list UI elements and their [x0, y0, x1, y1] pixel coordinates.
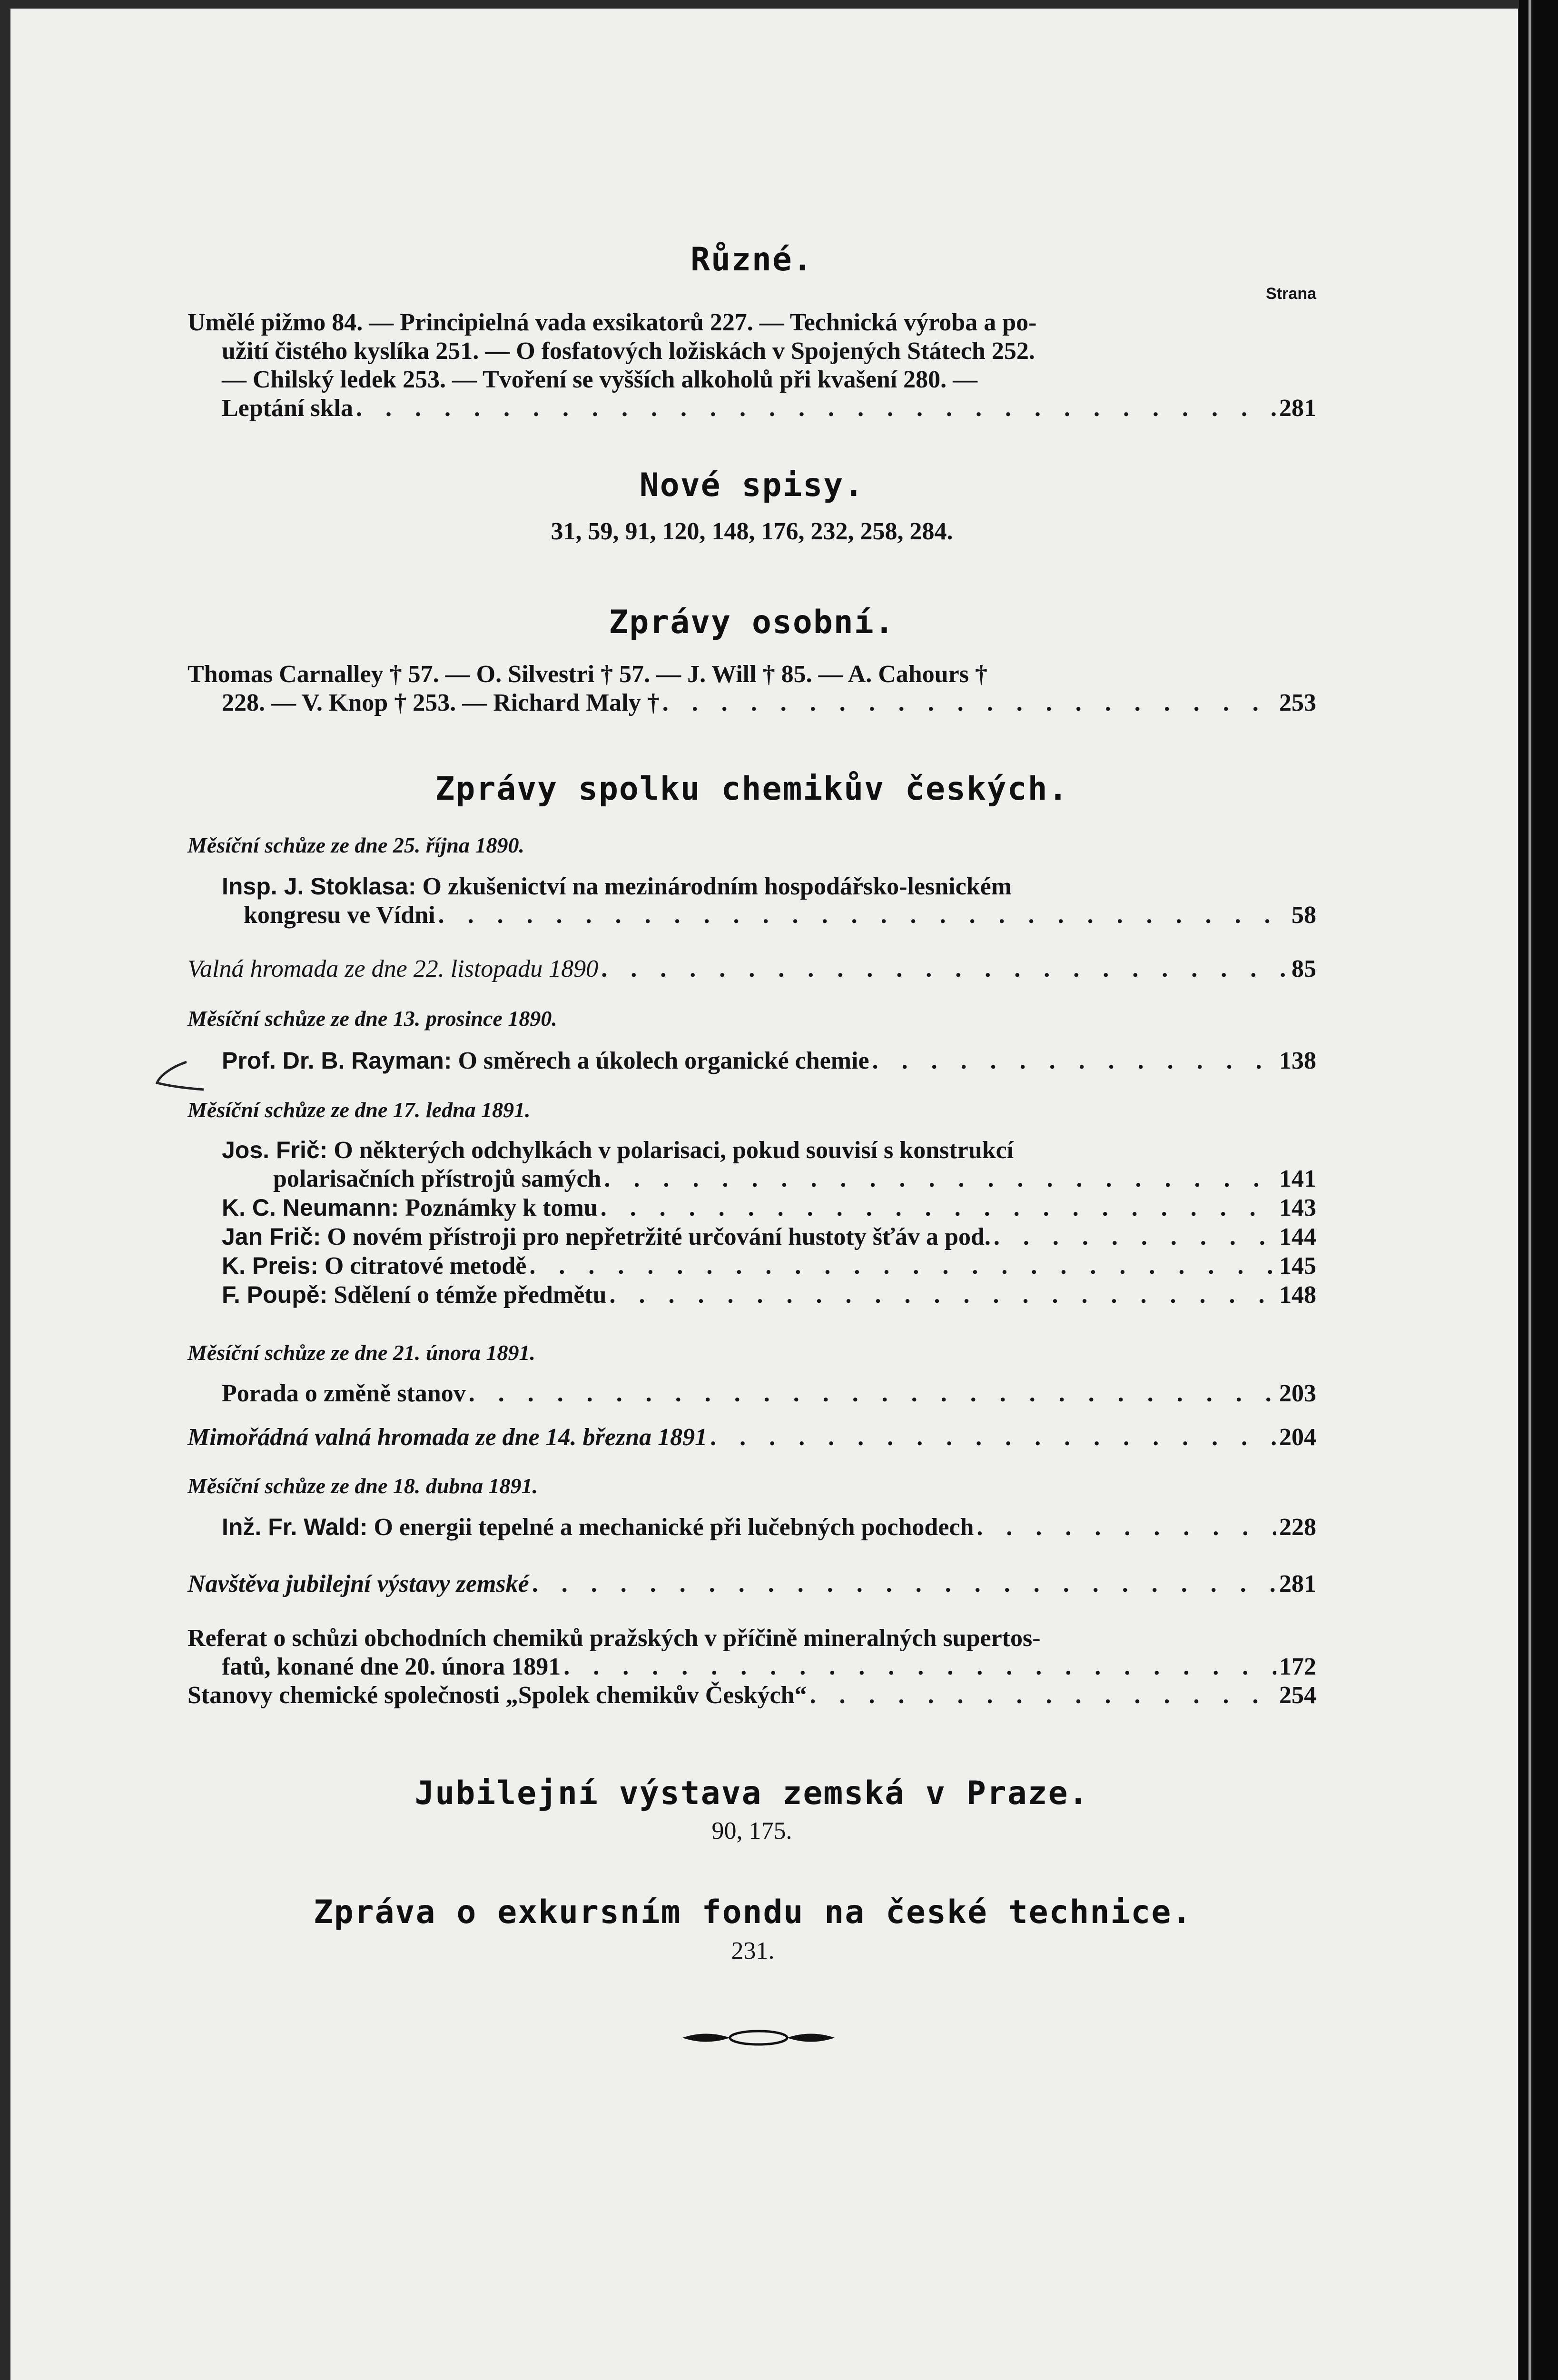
strana-label: Strana — [1266, 285, 1316, 303]
heading-jubilejni: Jubilejní výstava zemská v Praze. — [414, 1775, 1089, 1812]
entry-mimoradna: Mimořádná valná hromada ze dne 14. března 1891 . . . 204 — [187, 1423, 1316, 1452]
section-zpravy-osobni — [187, 604, 1316, 717]
heading-zpravy-spolku: Zprávy spolku chemikův českých. — [435, 770, 1069, 808]
entry-fric-jan: Jan Frič: O novém přístroji pro nepřetržité určování hustoty šťáv a pod. . . . 144 — [187, 1222, 1316, 1251]
entry-stoklasa-toc: kongresu ve Vídni . . . 58 — [187, 901, 1316, 930]
heading-zpravy-osobni: Zprávy osobní. — [609, 604, 895, 641]
ruzne-line-3: — Chilský ledek 253. — Tvoření se vyšších alkoholů při kvašení 280. — — [222, 366, 978, 393]
heading-ruzne: Různé. — [690, 241, 813, 278]
entry-fric-jos: Jos. Frič: O některých odchylkách v polarisaci, pokud souvisí s konstrukcí — [222, 1137, 1014, 1164]
meeting-title-1: Měsíční schůze ze dne 25. října 1890. — [187, 833, 524, 857]
handwritten-mark — [153, 1058, 206, 1096]
entry-poupe: F. Poupě: Sdělení o témže předmětu . . . 148 — [187, 1280, 1316, 1309]
entry-rayman: Prof. Dr. B. Rayman: O směrech a úkolech organické chemie . . . 138 — [187, 1046, 1316, 1075]
page-binding-line — [1528, 0, 1531, 2380]
jubilejni-pages: 90, 175. — [711, 1817, 792, 1844]
section-jubilejni — [187, 1775, 1316, 1845]
entry-valna-hromada: Valná hromada ze dne 22. listopadu 1890 . . . 85 — [187, 955, 1316, 983]
entry-referat-toc: fatů, konané dne 20. února 1891 . . . 172 — [187, 1653, 1316, 1681]
exkursni-pages: 231. — [731, 1937, 775, 1964]
entry-referat: Referat o schůzi obchodních chemiků pražských v příčině mineralných supertos- — [187, 1625, 1041, 1652]
ruzne-toc-entry: Leptání skla . . . 281 — [187, 394, 1316, 423]
document-page — [10, 9, 1518, 2380]
meeting-title-5: Měsíční schůze ze dne 18. dubna 1891. — [187, 1474, 538, 1498]
entry-porada: Porada o změně stanov . . . 203 — [187, 1379, 1316, 1408]
section-exkursni — [168, 1894, 1338, 1965]
meeting-title-3: Měsíční schůze ze dne 17. ledna 1891. — [187, 1098, 531, 1122]
entry-stanovy: Stanovy chemické společnosti „Spolek chemikův Českých“ . . . 254 — [187, 1681, 1316, 1710]
entry-fric-jos-toc: polarisačních přístrojů samých . . . 141 — [187, 1165, 1316, 1193]
meeting-title-2: Měsíční schůze ze dne 13. prosince 1890. — [187, 1006, 557, 1031]
osobni-toc-entry: 228. — V. Knop † 253. — Richard Maly † . . . 253 — [187, 689, 1316, 717]
entry-neumann: K. C. Neumann: Poznámky k tomu . . . 143 — [187, 1193, 1316, 1222]
entry-navsteva: Navštěva jubilejní výstavy zemské . . . 281 — [187, 1570, 1316, 1598]
heading-exkursni: Zpráva o exkursním fondu na české technice. — [313, 1894, 1193, 1931]
entry-wald: Inž. Fr. Wald: O energii tepelné a mechanické při lučebných pochodech . . . 228 — [187, 1513, 1316, 1542]
ruzne-line-2: užití čistého kyslíka 251. — O fosfatových ložiskách v Spojených Státech 252. — [222, 337, 1035, 365]
ruzne-line-1: Umělé pižmo 84. — Principielná vada exsikatorů 227. — Technická výroba a po- — [187, 309, 1037, 336]
ornament-divider — [611, 2026, 906, 2050]
section-nove-spisy — [187, 466, 1316, 545]
page-binding-edge — [1519, 0, 1558, 2380]
section-zpravy-spolku — [187, 770, 1316, 1709]
heading-nove-spisy: Nové spisy. — [639, 466, 865, 504]
nove-spisy-pages: 31, 59, 91, 120, 148, 176, 232, 258, 284. — [551, 518, 953, 545]
section-ruzne — [187, 241, 1316, 422]
meeting-title-4: Měsíční schůze ze dne 21. února 1891. — [187, 1340, 535, 1365]
entry-preis: K. Preis: O citratové metodě . . . 145 — [187, 1251, 1316, 1280]
osobni-line-1: Thomas Carnalley † 57. — O. Silvestri † 57. — J. Will † 85. — A. Cahours † — [187, 661, 987, 688]
entry-stoklasa: Insp. J. Stoklasa: O zkušenictví na mezinárodním hospodářsko-lesnickém — [222, 873, 1012, 900]
